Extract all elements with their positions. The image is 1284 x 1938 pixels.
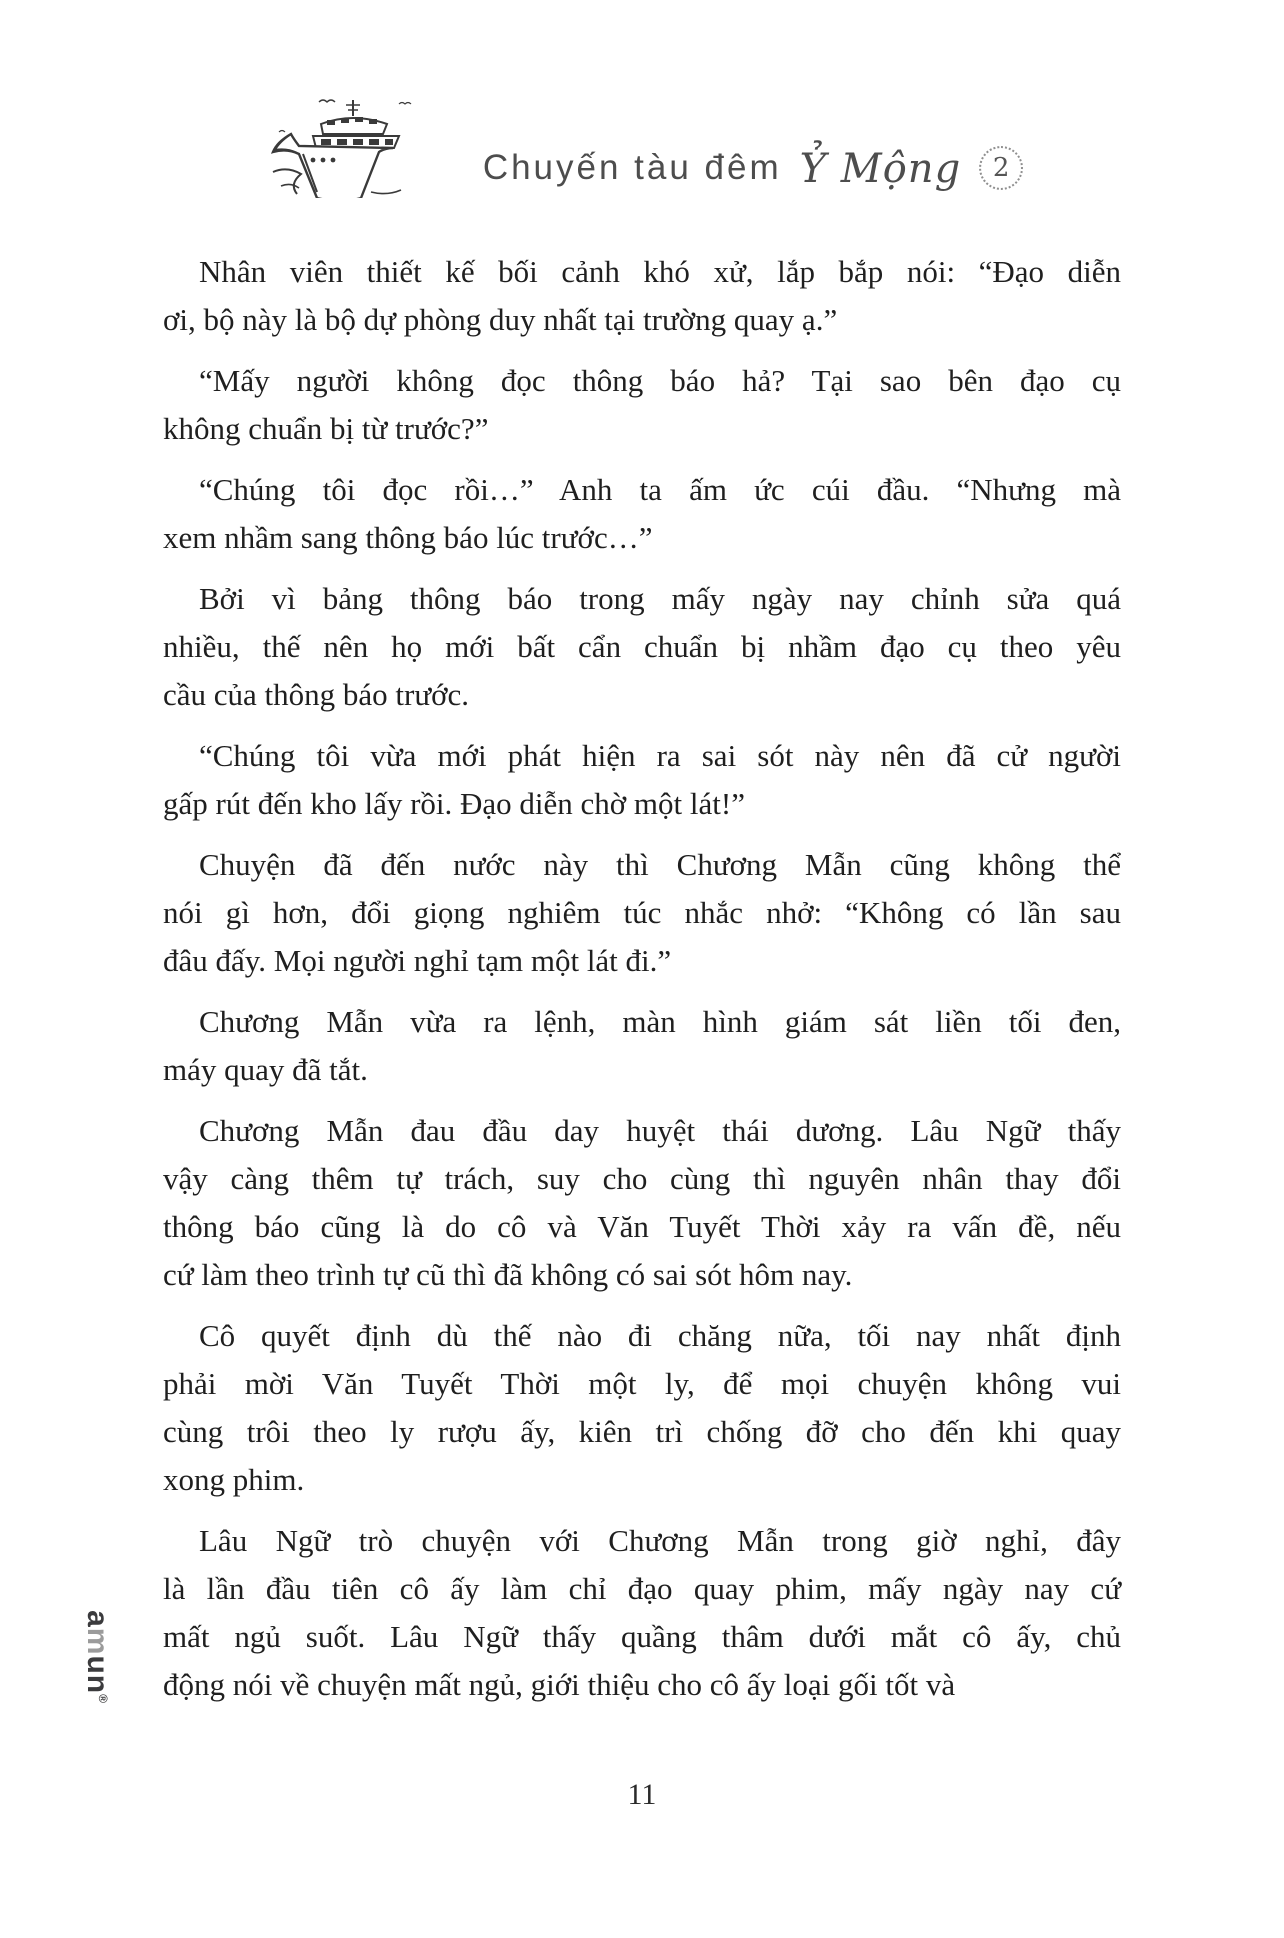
text-line: Chuyện đã đến nước này thì Chương Mẫn cũng không thể [199, 847, 1121, 882]
book-title: Chuyến tàu đêm [482, 148, 782, 187]
text-line: “Mấy người không đọc thông báo hả? Tại sao bên đạo cụ [199, 363, 1121, 398]
page-header [0, 88, 1284, 198]
paragraph [163, 1517, 1121, 1709]
book-title-decorative: Ỷ Mộng [799, 146, 962, 192]
text-line: phải mời Văn Tuyết Thời một ly, để mọi chuyện không vui [163, 1366, 1121, 1401]
paragraph [163, 1312, 1121, 1504]
text-line: Nhân viên thiết kế bối cảnh khó xử, lắp bắp nói: “Đạo diễn [199, 254, 1121, 289]
volume-badge [979, 146, 1023, 190]
text-line: Cô quyết định dù thế nào đi chăng nữa, tối nay nhất định [199, 1318, 1121, 1353]
paragraph [163, 998, 1121, 1094]
cruise-ship-icon [261, 94, 461, 198]
paragraph [163, 575, 1121, 719]
text-line: cứ làm theo trình tự cũ thì đã không có sai sót hôm nay. [163, 1257, 853, 1292]
page-number: 11 [627, 1778, 657, 1811]
text-line: mất ngủ suốt. Lâu Ngữ thấy quầng thâm dưới mắt cô ấy, chủ [163, 1619, 1121, 1654]
text-line: xem nhầm sang thông báo lúc trước…” [163, 520, 653, 555]
text-line: xong phim. [163, 1462, 305, 1497]
paragraph [163, 841, 1121, 985]
text-line: cầu của thông báo trước. [163, 677, 470, 712]
paragraph [163, 1107, 1121, 1299]
registered-mark: ® [96, 1694, 110, 1704]
text-line: nhiều, thế nên họ mới bất cẩn chuẩn bị nhầm đạo cụ theo yêu [163, 629, 1121, 664]
text-line: “Chúng tôi vừa mới phát hiện ra sai sót này nên đã cử người [199, 738, 1121, 773]
text-line: gấp rút đến kho lấy rồi. Đạo diễn chờ một lát!” [163, 786, 745, 821]
text-line: ơi, bộ này là bộ dự phòng duy nhất tại trường quay ạ.” [163, 302, 838, 337]
paragraph [163, 357, 1121, 453]
text-line: đâu đấy. Mọi người nghỉ tạm một lát đi.” [163, 943, 672, 978]
text-line: động nói về chuyện mất ngủ, giới thiệu cho cô ấy loại gối tốt và [163, 1667, 956, 1702]
text-line: cùng trôi theo ly rượu ấy, kiên trì chống đỡ cho đến khi quay [163, 1414, 1121, 1449]
volume-number: 2 [992, 153, 1010, 183]
text-line: vậy càng thêm tự trách, suy cho cùng thì nguyên nhân thay đổi [163, 1161, 1121, 1196]
text-line: “Chúng tôi đọc rồi…” Anh ta ấm ức cúi đầu. “Nhưng mà [199, 472, 1121, 507]
text-line: Chương Mẫn đau đầu day huyệt thái dương. Lâu Ngữ thấy [199, 1113, 1121, 1148]
paragraph [163, 466, 1121, 562]
body-text [163, 248, 1121, 1722]
text-line: máy quay đã tắt. [163, 1052, 368, 1087]
publisher-logo-suffix: un [81, 1655, 114, 1695]
paragraph [163, 732, 1121, 828]
text-line: là lần đầu tiên cô ấy làm chỉ đạo quay phim, mấy ngày nay cứ [163, 1571, 1121, 1606]
text-line: thông báo cũng là do cô và Văn Tuyết Thời xảy ra vấn đề, nếu [163, 1209, 1121, 1244]
text-line: Lâu Ngữ trò chuyện với Chương Mẫn trong giờ nghỉ, đây [199, 1523, 1121, 1558]
publisher-logo-mid: m [81, 1627, 114, 1656]
text-line: nói gì hơn, đổi giọng nghiêm túc nhắc nhở: “Không có lần sau [163, 895, 1121, 930]
publisher-logo [80, 1602, 114, 1712]
paragraph [163, 248, 1121, 344]
publisher-logo-prefix: a [81, 1610, 114, 1628]
text-line: không chuẩn bị từ trước?” [163, 411, 489, 446]
text-line: Chương Mẫn vừa ra lệnh, màn hình giám sát liền tối đen, [199, 1004, 1121, 1039]
text-line: Bởi vì bảng thông báo trong mấy ngày nay chỉnh sửa quá [199, 581, 1121, 616]
